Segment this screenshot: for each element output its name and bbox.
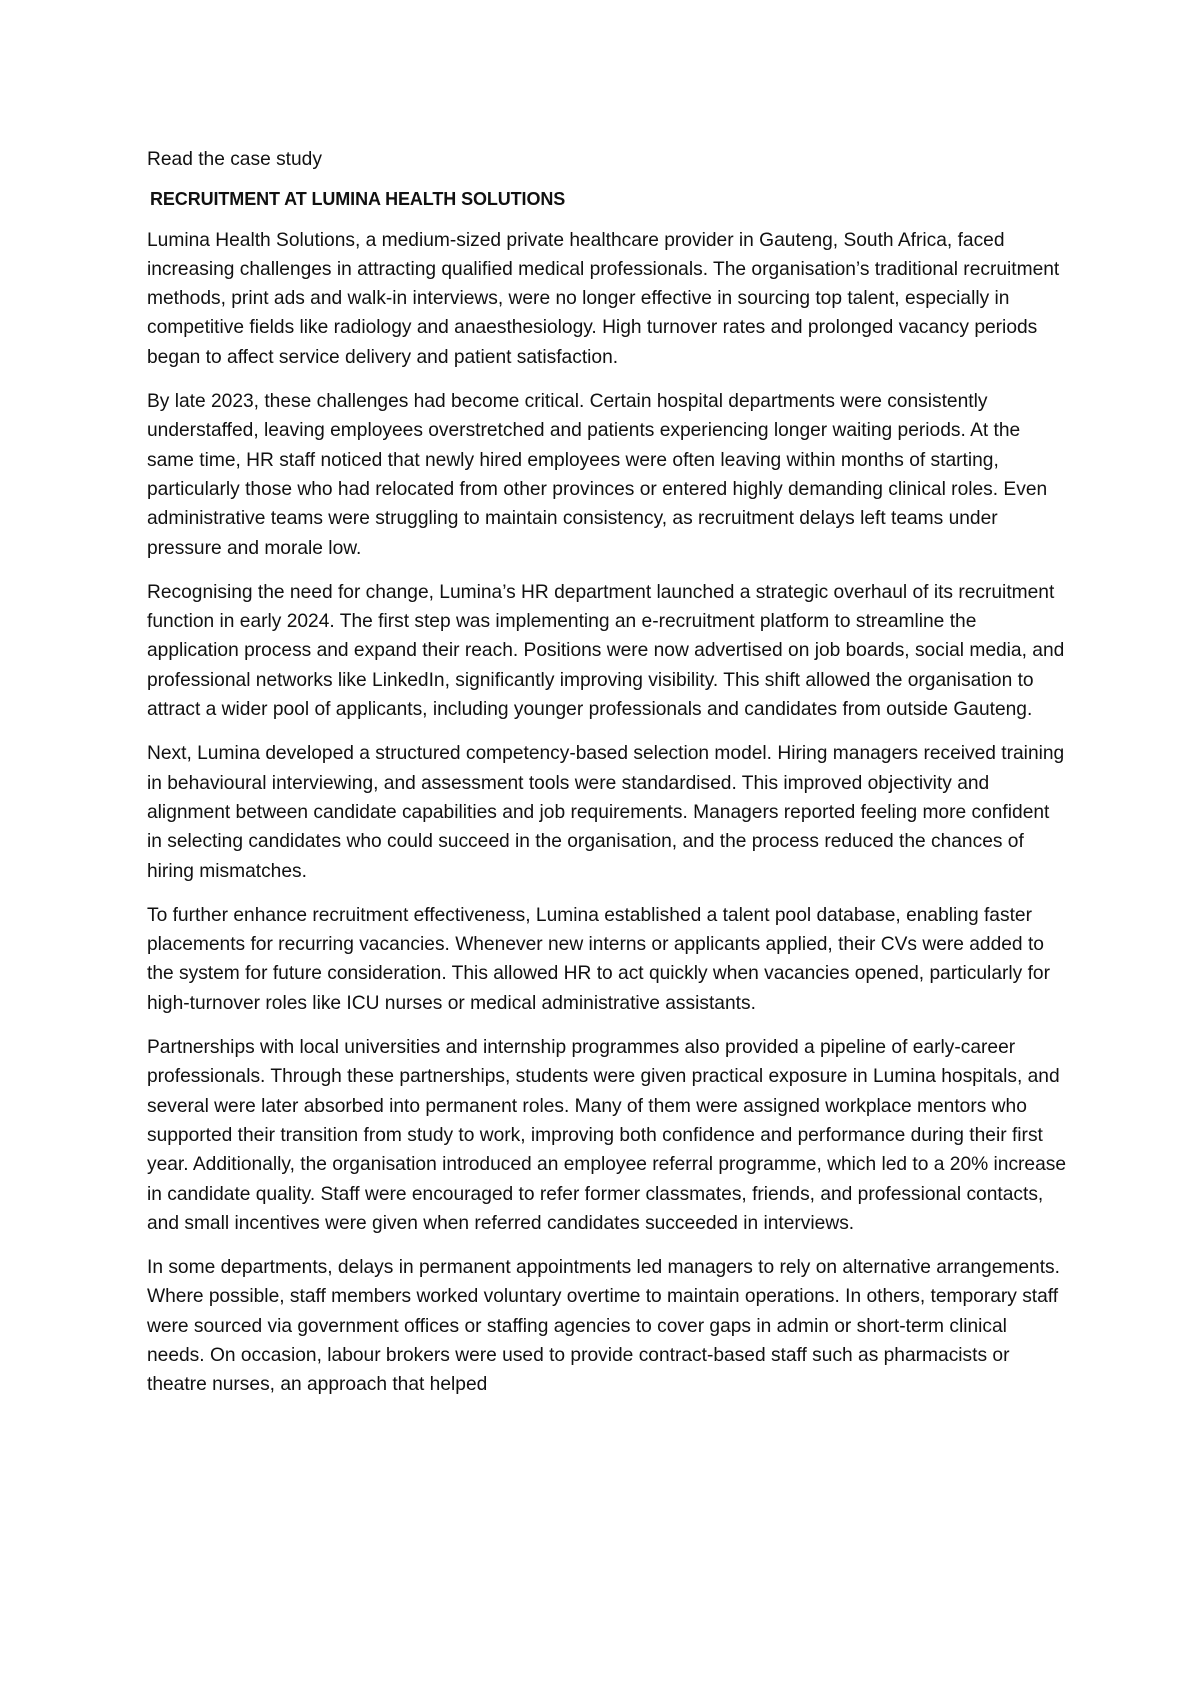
paragraph-5: To further enhance recruitment effectiveness, Lumina established a talent pool database, enabling faster placements for recurring vacancies. Whenever new interns or applicants applied, their CVs were added to the system for future consideration. This allowed HR to act quickly when vacancies opened, particularly for high-turnover roles like ICU nurses or medical administrative assistants. xyxy=(147,904,1050,1014)
document-page xyxy=(147,145,1067,1415)
paragraph-7: In some departments, delays in permanent appointments led managers to rely on alternative arrangements. Where possible, staff members worked voluntary overtime to maintain operations. In others, temporary staff were sourced via government offices or staffing agencies to cover gaps in admin or short-term clinical needs. On occasion, labour brokers were used to provide contract-based staff such as pharmacists or theatre nurses, an approach that helped xyxy=(147,1257,1060,1396)
intro-text: Read the case study xyxy=(147,149,322,170)
case-study-title: RECRUITMENT AT LUMINA HEALTH SOLUTIONS xyxy=(150,189,566,210)
paragraph-3: Recognising the need for change, Lumina’s HR department launched a strategic overhaul of its recruitment function in early 2024. The first step was implementing an e-recruitment platform to streamline the application process and expand their reach. Positions were now advertised on job boards, social media, and professional networks like LinkedIn, significantly improving visibility. This shift allowed the organisation to attract a wider pool of applicants, including younger professionals and candidates from outside Gauteng. xyxy=(147,581,1065,721)
paragraph-6: Partnerships with local universities and internship programmes also provided a pipeline of early-career professionals. Through these partnerships, students were given practical exposure in Lumina hospitals, and several were later absorbed into permanent roles. Many of them were assigned workplace mentors who supported their transition from study to work, improving both confidence and performance during their first year. Additionally, the organisation introduced an employee referral programme, which led to a 20% increase in candidate quality. Staff were encouraged to refer former classmates, friends, and professional contacts, and small incentives were given when referred candidates succeeded in interviews. xyxy=(147,1037,1067,1234)
paragraph-1: Lumina Health Solutions, a medium-sized private healthcare provider in Gauteng, South Africa, faced increasing challenges in attracting qualified medical professionals. The organisation’s traditional recruitment methods, print ads and walk-in interviews, were no longer effective in sourcing top talent, especially in competitive fields like radiology and anaesthesiology. High turnover rates and prolonged vacancy periods began to affect service delivery and patient satisfaction. xyxy=(147,229,1060,368)
paragraph-4: Next, Lumina developed a structured competency-based selection model. Hiring managers received training in behavioural interviewing, and assessment tools were standardised. This improved objectivity and alignment between candidate capabilities and job requirements. Managers reported feeling more confident in selecting candidates who could succeed in the organisation, and the process reduced the chances of hiring mismatches. xyxy=(147,743,1065,882)
paragraph-2: By late 2023, these challenges had become critical. Certain hospital departments were consistently understaffed, leaving employees overstretched and patients experiencing longer waiting periods. At the same time, HR staff noticed that newly hired employees were often leaving within months of starting, particularly those who had relocated from other provinces or entered highly demanding clinical roles. Even administrative teams were struggling to maintain consistency, as recruitment delays left teams under pressure and morale low. xyxy=(147,391,1048,559)
